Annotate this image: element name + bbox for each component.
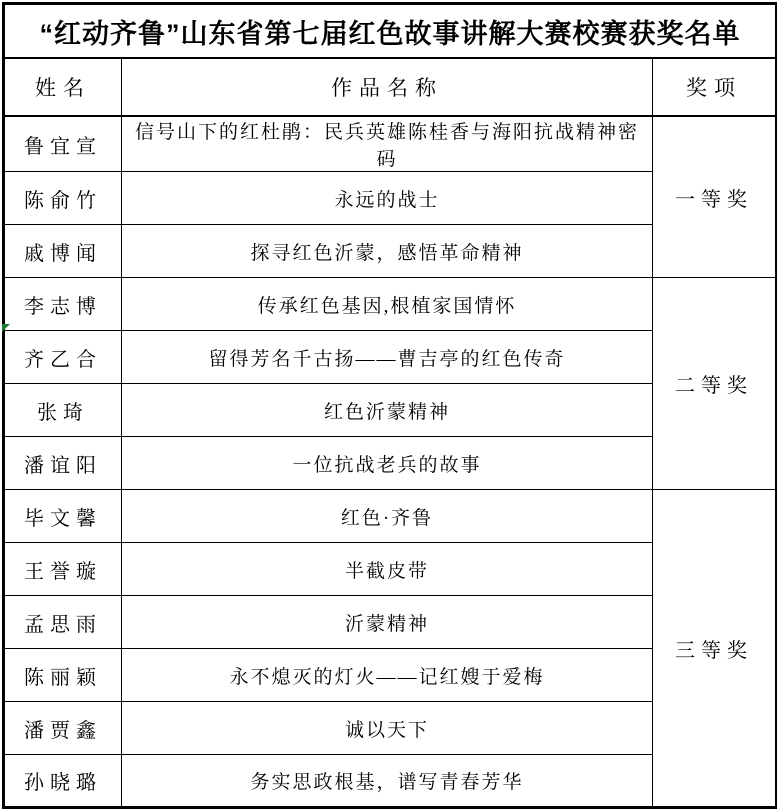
name-cell: 孙晓璐: [4, 755, 122, 808]
table-title: “红动齐鲁”山东省第七届红色故事讲解大赛校赛获奖名单: [4, 4, 777, 59]
col-header-work: 作品名称: [122, 58, 653, 116]
name-cell: 鲁宜宣: [4, 116, 122, 172]
header-row: [4, 58, 777, 116]
work-cell: 红色沂蒙精神: [122, 384, 653, 437]
work-cell: 务实思政根基，谱写青春芳华: [122, 755, 653, 808]
name-cell: 陈俞竹: [4, 172, 122, 225]
work-cell: 红色·齐鲁: [122, 490, 653, 543]
name-cell: 戚博闻: [4, 225, 122, 278]
table-row: [4, 116, 777, 172]
work-cell: 传承红色基因,根植家国情怀: [122, 278, 653, 331]
name-cell: 李志博: [4, 278, 122, 331]
table-row: [4, 490, 777, 543]
work-cell: 信号山下的红杜鹃：民兵英雄陈桂香与海阳抗战精神密码: [122, 116, 653, 172]
work-cell: 永不熄灭的灯火——记红嫂于爱梅: [122, 649, 653, 702]
award-cell-first-prize: 一等奖: [653, 116, 777, 278]
work-cell: 半截皮带: [122, 543, 653, 596]
name-cell: 齐乙合: [4, 331, 122, 384]
work-cell: 诚以天下: [122, 702, 653, 755]
name-cell: 毕文馨: [4, 490, 122, 543]
award-cell-second-prize: 二等奖: [653, 278, 777, 490]
table-row: [4, 278, 777, 331]
name-cell: 孟思雨: [4, 596, 122, 649]
work-cell: 沂蒙精神: [122, 596, 653, 649]
name-cell: 王誉璇: [4, 543, 122, 596]
award-table: [2, 2, 777, 809]
name-cell: 陈丽颖: [4, 649, 122, 702]
col-header-name: 姓名: [4, 58, 122, 116]
work-cell: 留得芳名千古扬——曹吉亭的红色传奇: [122, 331, 653, 384]
work-cell: 一位抗战老兵的故事: [122, 437, 653, 490]
work-cell: 探寻红色沂蒙，感悟革命精神: [122, 225, 653, 278]
name-cell: 潘贾鑫: [4, 702, 122, 755]
cell-flag-triangle-icon: [2, 324, 10, 332]
title-row: [4, 4, 777, 59]
work-cell: 永远的战士: [122, 172, 653, 225]
name-cell: 潘谊阳: [4, 437, 122, 490]
col-header-award: 奖项: [653, 58, 777, 116]
name-cell: 张琦: [4, 384, 122, 437]
award-cell-third-prize: 三等奖: [653, 490, 777, 808]
